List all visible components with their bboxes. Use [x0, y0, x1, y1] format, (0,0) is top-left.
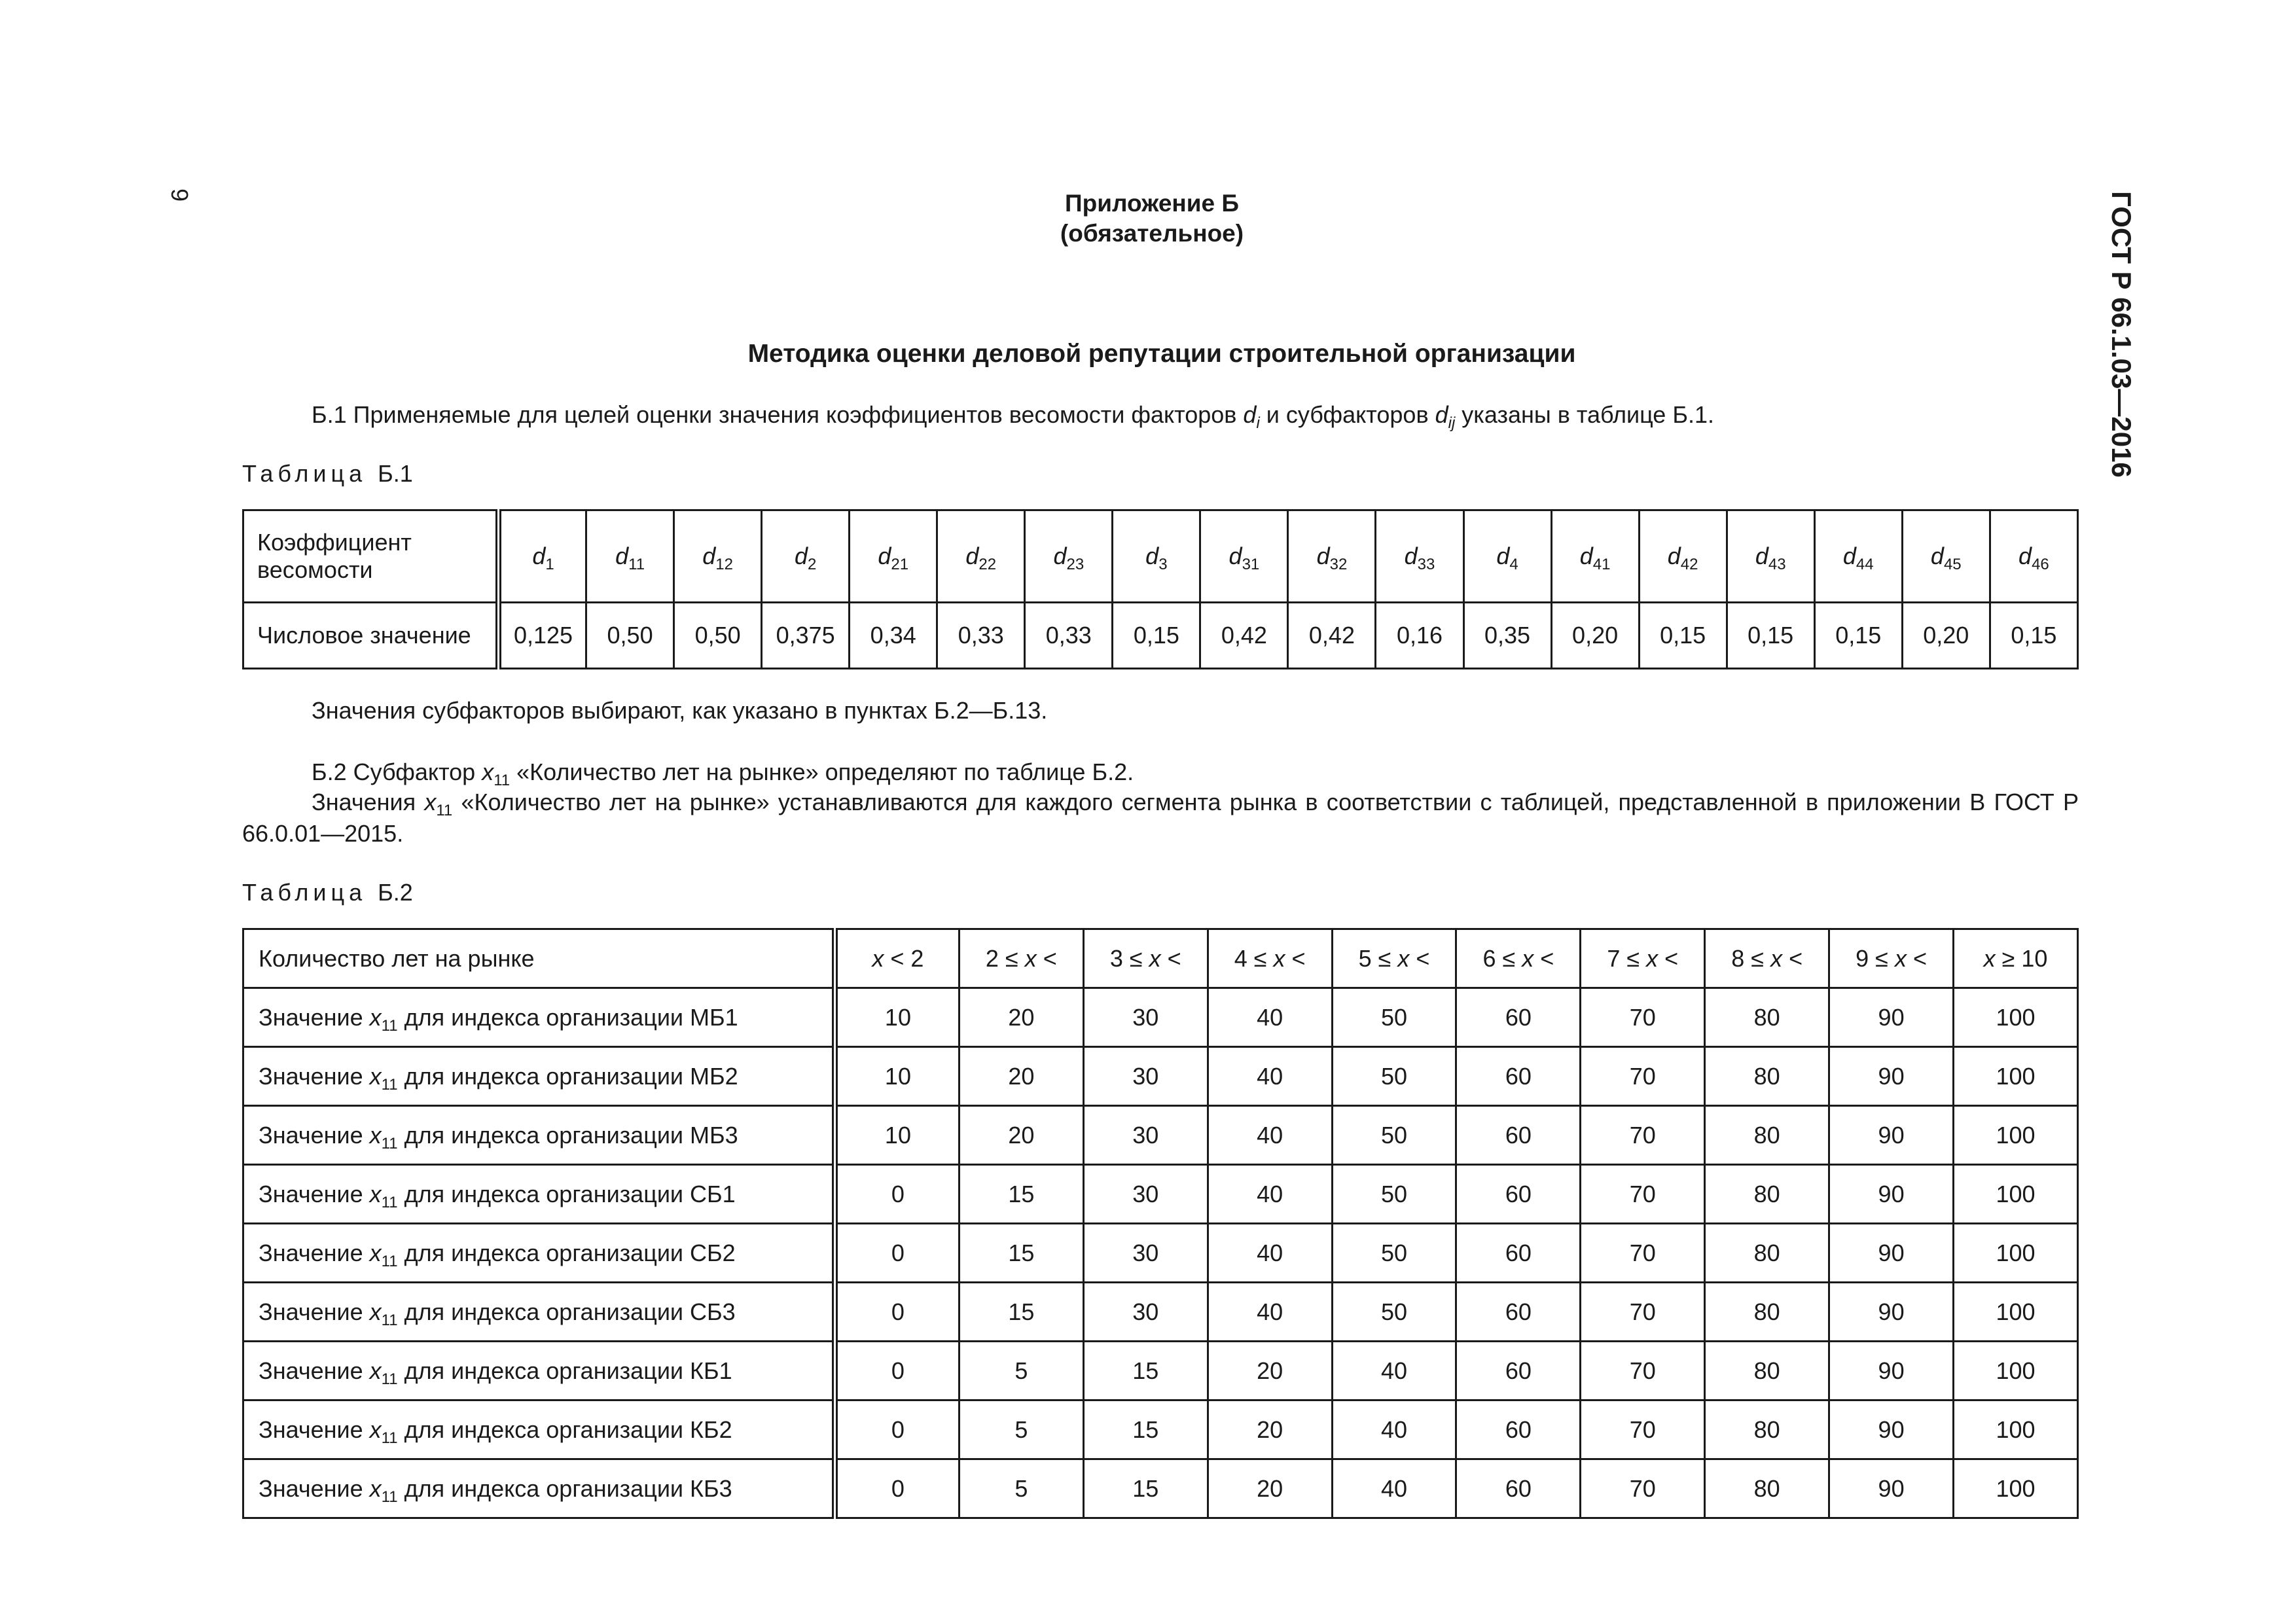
range-header-cell: 4 ≤ x <	[1208, 929, 1332, 988]
row-label: Значение $x_{11}$ для индекса организации СБ1	[243, 1165, 835, 1224]
value-cell: 100	[1954, 1106, 2078, 1165]
value-cell: 40	[1332, 1400, 1456, 1459]
row-label: Значение $x_{11}$ для индекса организации КБ2	[243, 1400, 835, 1459]
value-cell: 30	[1083, 1224, 1208, 1283]
coefficient-cell: $d_{23}$	[1025, 510, 1113, 603]
value-cell: 20	[1208, 1400, 1332, 1459]
coefficient-cell: $d_{32}$	[1288, 510, 1376, 603]
value-cell: 90	[1829, 1106, 1954, 1165]
value-cell: 0	[835, 1165, 960, 1224]
table-row	[243, 1283, 2078, 1342]
table-row	[243, 1106, 2078, 1165]
value-cell: 15	[959, 1224, 1083, 1283]
value-cell: 20	[1208, 1459, 1332, 1518]
value-cell: 100	[1954, 1165, 2078, 1224]
value-cell: 10	[835, 988, 960, 1047]
range-header-cell: 9 ≤ x <	[1829, 929, 1954, 988]
value-cell: 40	[1208, 1283, 1332, 1342]
table-row	[243, 988, 2078, 1047]
value-cell: 70	[1581, 1459, 1705, 1518]
value-cell: 30	[1083, 1047, 1208, 1106]
value-cell: 0,375	[762, 603, 850, 669]
value-cell: 40	[1332, 1459, 1456, 1518]
value-cell: 70	[1581, 1342, 1705, 1400]
value-cell: 0,16	[1376, 603, 1463, 669]
range-header-cell: 5 ≤ x <	[1332, 929, 1456, 988]
value-cell: 0,50	[674, 603, 762, 669]
value-cell: 0,33	[1025, 603, 1113, 669]
row-label: Значение $x_{11}$ для индекса организации МБ1	[243, 988, 835, 1047]
value-cell: 0	[835, 1459, 960, 1518]
value-cell: 90	[1829, 1224, 1954, 1283]
value-cell: 80	[1705, 1224, 1829, 1283]
value-cell: 0,33	[937, 603, 1025, 669]
value-cell: 80	[1705, 1047, 1829, 1106]
value-cell: 10	[835, 1047, 960, 1106]
value-cell: 60	[1456, 1283, 1581, 1342]
value-cell: 50	[1332, 1165, 1456, 1224]
coefficient-cell: $d_3$	[1113, 510, 1200, 603]
value-cell: 0	[835, 1400, 960, 1459]
value-cell: 5	[959, 1459, 1083, 1518]
coefficient-cell: $d_2$	[762, 510, 850, 603]
row-label-coefficient: Коэффициент весомости	[243, 510, 499, 603]
range-header-cell: x ≥ 10	[1954, 929, 2078, 988]
value-cell: 10	[835, 1106, 960, 1165]
coefficient-cell: $d_1$	[499, 510, 586, 603]
range-header-cell: 8 ≤ x <	[1705, 929, 1829, 988]
coefficient-cell: $d_{44}$	[1814, 510, 1902, 603]
value-cell: 80	[1705, 1342, 1829, 1400]
value-cell: 70	[1581, 1106, 1705, 1165]
value-cell: 0,20	[1902, 603, 1990, 669]
paragraph-b2: Б.2 Субфактор $x_{11}$ «Количество лет на рынке» определяют по таблице Б.2.	[312, 758, 1134, 789]
row-label: Значение $x_{11}$ для индекса организации КБ1	[243, 1342, 835, 1400]
value-cell: 80	[1705, 1283, 1829, 1342]
value-cell: 100	[1954, 1047, 2078, 1106]
coefficient-cell: $d_{42}$	[1639, 510, 1727, 603]
value-cell: 60	[1456, 1342, 1581, 1400]
value-cell: 0,15	[1639, 603, 1727, 669]
standard-code: ГОСТ Р 66.1.03—2016	[2106, 191, 2137, 478]
value-cell: 60	[1456, 988, 1581, 1047]
coefficient-cell: $d_{41}$	[1551, 510, 1639, 603]
value-cell: 30	[1083, 1283, 1208, 1342]
range-header-cell: 2 ≤ x <	[959, 929, 1083, 988]
value-cell: 50	[1332, 1224, 1456, 1283]
value-cell: 40	[1208, 1047, 1332, 1106]
value-cell: 40	[1208, 1165, 1332, 1224]
paragraph-b1: Б.1 Применяемые для целей оценки значения коэффициентов весомости факторов $d_i$ и субфакторов $d_{ij}$ указаны в таблице Б.1.	[312, 401, 1714, 432]
value-cell: 0	[835, 1224, 960, 1283]
years-on-market-table	[242, 928, 2079, 1519]
value-cell: 20	[959, 1047, 1083, 1106]
coefficient-cell: $d_{45}$	[1902, 510, 1990, 603]
value-cell: 0,15	[1113, 603, 1200, 669]
row-label: Значение $x_{11}$ для индекса организации МБ2	[243, 1047, 835, 1106]
value-cell: 30	[1083, 988, 1208, 1047]
value-cell: 60	[1456, 1047, 1581, 1106]
value-cell: 15	[1083, 1459, 1208, 1518]
range-header-cell: 7 ≤ x <	[1581, 929, 1705, 988]
coefficient-cell: $d_{21}$	[850, 510, 937, 603]
value-cell: 40	[1332, 1342, 1456, 1400]
value-cell: 100	[1954, 1459, 2078, 1518]
value-cell: 0	[835, 1342, 960, 1400]
value-cell: 70	[1581, 1400, 1705, 1459]
coefficient-cell: $d_{31}$	[1200, 510, 1288, 603]
row-label: Значение $x_{11}$ для индекса организации КБ3	[243, 1459, 835, 1518]
value-cell: 90	[1829, 1047, 1954, 1106]
value-cell: 90	[1829, 1165, 1954, 1224]
coefficient-cell: $d_{22}$	[937, 510, 1025, 603]
coefficient-cell: $d_{12}$	[674, 510, 762, 603]
range-header-cell: 6 ≤ x <	[1456, 929, 1581, 988]
subfactor-note: Значения субфакторов выбирают, как указано в пунктах Б.2—Б.13.	[312, 697, 1048, 724]
value-cell: 30	[1083, 1106, 1208, 1165]
value-cell: 15	[1083, 1342, 1208, 1400]
value-cell: 80	[1705, 1165, 1829, 1224]
table-row	[243, 1047, 2078, 1106]
coefficient-cell: $d_{33}$	[1376, 510, 1463, 603]
value-cell: 15	[959, 1165, 1083, 1224]
value-cell: 90	[1829, 1283, 1954, 1342]
value-cell: 50	[1332, 1106, 1456, 1165]
value-cell: 70	[1581, 988, 1705, 1047]
value-cell: 100	[1954, 1400, 2078, 1459]
value-cell: 0,42	[1200, 603, 1288, 669]
coefficient-cell: $d_{11}$	[586, 510, 674, 603]
coefficient-cell: $d_4$	[1463, 510, 1551, 603]
value-cell: 50	[1332, 988, 1456, 1047]
value-cell: 0,42	[1288, 603, 1376, 669]
page-number: 9	[166, 188, 193, 202]
value-cell: 90	[1829, 1342, 1954, 1400]
value-cell: 100	[1954, 1342, 2078, 1400]
value-cell: 90	[1829, 1400, 1954, 1459]
value-cell: 40	[1208, 1106, 1332, 1165]
value-cell: 100	[1954, 1224, 2078, 1283]
table2-caption: Таблица Б.2	[242, 879, 413, 906]
value-cell: 70	[1581, 1283, 1705, 1342]
value-cell: 80	[1705, 1106, 1829, 1165]
value-cell: 0,34	[850, 603, 937, 669]
value-cell: 0,125	[499, 603, 586, 669]
coefficient-cell: $d_{43}$	[1727, 510, 1814, 603]
value-cell: 5	[959, 1400, 1083, 1459]
section-title: Методика оценки деловой репутации строительной организации	[747, 340, 1576, 368]
value-cell: 90	[1829, 1459, 1954, 1518]
value-cell: 20	[1208, 1342, 1332, 1400]
value-cell: 60	[1456, 1400, 1581, 1459]
appendix-status: (обязательное)	[1060, 220, 1244, 247]
value-cell: 15	[959, 1283, 1083, 1342]
value-cell: 40	[1208, 988, 1332, 1047]
table-row	[243, 1400, 2078, 1459]
value-cell: 0,15	[1990, 603, 2077, 669]
value-cell: 50	[1332, 1047, 1456, 1106]
value-cell: 90	[1829, 988, 1954, 1047]
value-cell: 70	[1581, 1224, 1705, 1283]
coefficient-cell: $d_{46}$	[1990, 510, 2077, 603]
row-label-numeric: Числовое значение	[243, 603, 499, 669]
table-row	[243, 1459, 2078, 1518]
range-header-cell: 3 ≤ x <	[1083, 929, 1208, 988]
value-cell: 20	[959, 1106, 1083, 1165]
value-cell: 0,35	[1463, 603, 1551, 669]
value-cell: 60	[1456, 1106, 1581, 1165]
value-cell: 0,15	[1727, 603, 1814, 669]
table1-caption: Таблица Б.1	[242, 460, 413, 487]
value-cell: 0	[835, 1283, 960, 1342]
value-cell: 50	[1332, 1283, 1456, 1342]
value-cell: 60	[1456, 1165, 1581, 1224]
table-row	[243, 1224, 2078, 1283]
paragraph-b2-values: Значения $x_{11}$ «Количество лет на рынке» устанавливаются для каждого сегмента рынка в соответствии с таблицей, представленной в приложении В ГОСТ Р 66.0.01—2015.	[242, 789, 2079, 847]
coefficients-table	[242, 509, 2079, 669]
value-cell: 5	[959, 1342, 1083, 1400]
row-label: Значение $x_{11}$ для индекса организации МБ3	[243, 1106, 835, 1165]
value-cell: 70	[1581, 1047, 1705, 1106]
appendix-title: Приложение Б	[1065, 190, 1239, 217]
value-cell: 0,50	[586, 603, 674, 669]
row-label: Значение $x_{11}$ для индекса организации СБ3	[243, 1283, 835, 1342]
value-cell: 80	[1705, 1459, 1829, 1518]
value-cell: 0,15	[1814, 603, 1902, 669]
value-cell: 60	[1456, 1224, 1581, 1283]
value-cell: 40	[1208, 1224, 1332, 1283]
value-cell: 80	[1705, 988, 1829, 1047]
range-header-cell: x < 2	[835, 929, 960, 988]
table-row	[243, 1165, 2078, 1224]
value-cell: 100	[1954, 988, 2078, 1047]
value-cell: 60	[1456, 1459, 1581, 1518]
value-cell: 30	[1083, 1165, 1208, 1224]
table-row	[243, 1342, 2078, 1400]
value-cell: 15	[1083, 1400, 1208, 1459]
value-cell: 70	[1581, 1165, 1705, 1224]
value-cell: 100	[1954, 1283, 2078, 1342]
value-cell: 20	[959, 988, 1083, 1047]
value-cell: 0,20	[1551, 603, 1639, 669]
value-cell: 80	[1705, 1400, 1829, 1459]
row-label: Значение $x_{11}$ для индекса организации СБ2	[243, 1224, 835, 1283]
header-label: Количество лет на рынке	[243, 929, 835, 988]
